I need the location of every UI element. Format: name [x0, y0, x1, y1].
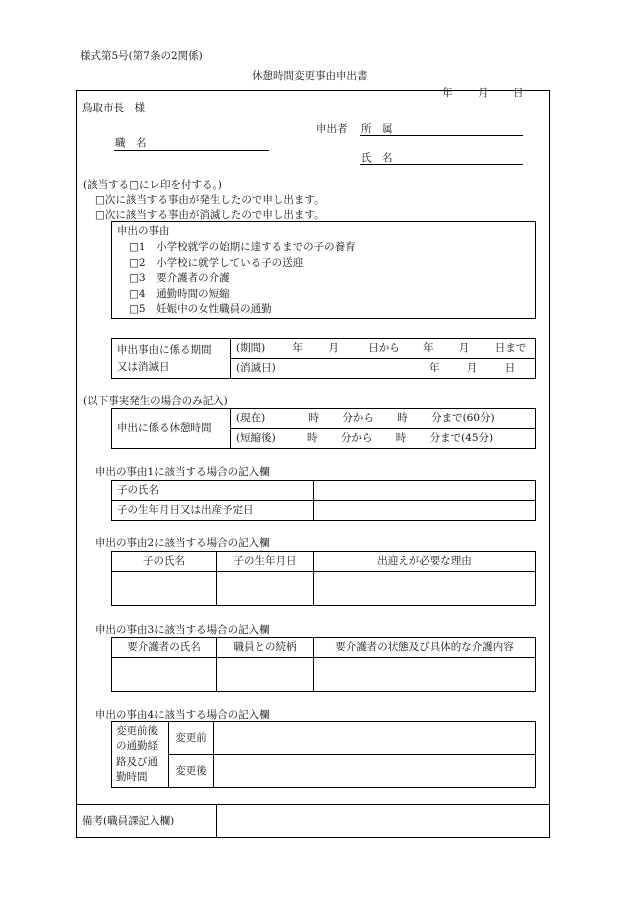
- period-row[interactable]: [231, 339, 536, 359]
- period-table: [111, 338, 536, 379]
- addressee: 鳥取市長 様: [82, 102, 145, 114]
- reason4-table: [111, 721, 536, 788]
- period-label-line1: 申出事由に係る期間: [117, 343, 212, 356]
- period-to-day: 日まで: [494, 342, 527, 355]
- applicant-label: 申出者: [316, 123, 348, 135]
- rest-short-from: 分から: [340, 432, 373, 445]
- affiliation-label: 所 属: [361, 123, 393, 135]
- period-from-year: 年: [292, 342, 304, 355]
- remarks-col-divider: [216, 804, 217, 838]
- period-label-cell: [112, 339, 231, 379]
- reason2-col2: 子の生年月日: [217, 552, 314, 572]
- reason-item-1[interactable]: □1 小学校就学の始期に達するまでの子の養育: [129, 241, 356, 253]
- position-field[interactable]: [114, 150, 269, 151]
- rest-shortened-row[interactable]: [231, 429, 536, 449]
- period-from-month: 月: [328, 342, 339, 355]
- checkbox-instruction: (該当する□にレ印を付する。): [83, 179, 222, 191]
- rest-current-row[interactable]: [231, 409, 536, 429]
- rest-note: (以下事実発生の場合のみ記入): [83, 395, 228, 407]
- ext-month: 月: [466, 362, 478, 375]
- rest-label: 申出に係る休憩時間: [112, 409, 231, 449]
- reason1-title: 申出の事由1に該当する場合の記入欄: [95, 466, 270, 478]
- reason4-label-l1: 変更前後: [116, 725, 158, 738]
- ext-day: 日: [504, 362, 516, 375]
- reason1-child-name-field[interactable]: [314, 481, 536, 501]
- reason1-child-name-label: 子の氏名: [112, 481, 314, 501]
- reason2-field-2[interactable]: [217, 572, 314, 606]
- reason4-label-l3: 路及び通: [116, 755, 158, 768]
- reason2-col1: 子の氏名: [112, 552, 217, 572]
- reason3-col3: 要介護者の状態及び具体的な介護内容: [314, 638, 536, 658]
- reason3-field-2[interactable]: [217, 658, 314, 692]
- rest-short-tag: (短縮後): [236, 432, 276, 445]
- remarks-label: 備考(職員課記入欄): [82, 815, 175, 827]
- ext-tag: (消滅日): [236, 362, 276, 375]
- remarks-field[interactable]: [220, 808, 546, 836]
- name-field[interactable]: [360, 164, 523, 165]
- reason4-label: [112, 722, 169, 788]
- rest-short-until: 分まで(45分): [429, 432, 494, 445]
- date-month: 月: [478, 87, 489, 99]
- affiliation-field[interactable]: [360, 135, 523, 136]
- reason2-field-1[interactable]: [112, 572, 217, 606]
- date-year: 年: [442, 87, 453, 99]
- rest-current-from: 分から: [342, 412, 374, 425]
- reason4-before-label: 変更前: [169, 722, 214, 755]
- period-tag: (期間): [236, 342, 266, 355]
- reason1-child-birth-label: 子の生年月日又は出産予定日: [112, 501, 314, 521]
- reasons-title: 申出の事由: [117, 225, 170, 237]
- position-label: 職 名: [115, 137, 147, 149]
- reason-item-4[interactable]: □4 通勤時間の短縮: [129, 288, 230, 300]
- form-title: 休憩時間変更事由申出書: [252, 70, 368, 82]
- reason2-title: 申出の事由2に該当する場合の記入欄: [95, 537, 270, 549]
- reason3-title: 申出の事由3に該当する場合の記入欄: [95, 624, 270, 636]
- rest-current-tag: (現在): [236, 412, 266, 425]
- reason1-table: [111, 480, 536, 521]
- ext-year: 年: [429, 362, 440, 375]
- reason4-after-label: 変更後: [169, 755, 214, 788]
- reason2-col3: 出迎えが必要な理由: [314, 552, 536, 572]
- rest-current-hour1: 時: [308, 412, 320, 425]
- reason-item-2[interactable]: □2 小学校に就学している子の送迎: [129, 257, 304, 269]
- checkbox-ceased[interactable]: □次に該当する事由が消滅したので申し出ます。: [95, 209, 325, 221]
- rest-short-hour2: 時: [395, 432, 407, 445]
- reason3-table: [111, 637, 536, 692]
- reason3-col2: 職員との続柄: [217, 638, 314, 658]
- form-number: 様式第5号(第7条の2関係): [80, 50, 203, 62]
- rest-current-hour2: 時: [397, 412, 408, 425]
- ext-row[interactable]: [231, 359, 536, 379]
- reason2-table: [111, 551, 536, 606]
- reason4-label-l2: の通勤経: [116, 740, 158, 753]
- name-label: 氏 名: [361, 152, 393, 164]
- period-to-month: 月: [458, 342, 470, 355]
- checkbox-occurred[interactable]: □次に該当する事由が発生したので申し出ます。: [95, 194, 325, 206]
- reason3-field-1[interactable]: [112, 658, 217, 692]
- period-from-day: 日から: [368, 342, 400, 355]
- reason-item-5[interactable]: □5 妊娠中の女性職員の通勤: [129, 303, 272, 315]
- reason4-label-l4: 勤時間: [116, 770, 148, 783]
- reason1-child-birth-field[interactable]: [314, 501, 536, 521]
- rest-short-hour1: 時: [307, 432, 318, 445]
- rest-current-until: 分まで(60分): [431, 412, 495, 425]
- reason2-field-3[interactable]: [314, 572, 536, 606]
- rest-table: [111, 408, 536, 449]
- period-label-line2: 又は消滅日: [117, 360, 170, 373]
- period-to-year: 年: [423, 342, 434, 355]
- reason3-col1: 要介護者の氏名: [112, 638, 217, 658]
- reason4-after-field[interactable]: [214, 755, 536, 788]
- reason4-title: 申出の事由4に該当する場合の記入欄: [95, 709, 270, 721]
- remarks-divider: [76, 804, 550, 805]
- reason4-before-field[interactable]: [214, 722, 536, 755]
- date-day: 日: [513, 87, 524, 99]
- reason3-field-3[interactable]: [314, 658, 536, 692]
- reason-item-3[interactable]: □3 要介護者の介護: [129, 272, 230, 284]
